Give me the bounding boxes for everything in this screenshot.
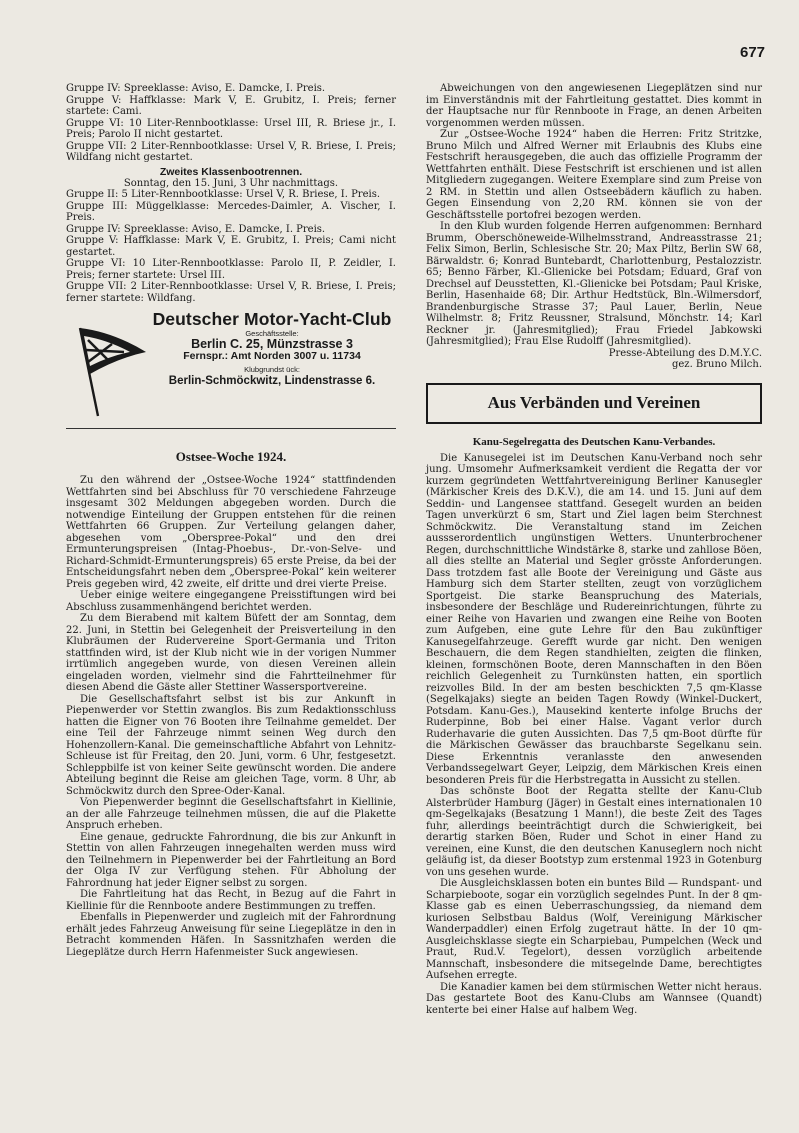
divider <box>66 428 396 429</box>
article-paragraph: Das schönste Boot der Regatta stellte der Kanu-Club Alsterbrüder Hamburg (Jäger) in Gestalt eines internationalen 10 qm-Segelkajaks (Besatzung 1 Mann!), die beste Zeit des Tages fuhr, allerdings beeinträchtigt durch die Schwierigkeit, bei derartig starken Böen, Ruder und Schot in einer Hand zu vereinen, eine Kunst, die den deutschen Kanuseglern noch nicht geläufig ist, da dieser Bootstyp zum erstenmal 1923 in Gotenburg von uns gesehen wurde. <box>426 786 762 878</box>
race-result: Gruppe VI: 10 Liter-Rennbootklasse: Parolo II, P. Zeidler, I. Preis; ferner startete: Ursel III. <box>66 258 396 281</box>
article-paragraph: Die Ausgleichsklassen boten ein buntes Bild — Rundspant- und Scharpieboote, sogar ein vorzüglich segelndes Punt. In der 8 qm-Klasse gab es einen Ueberraschungssieg, da niemand dem kuriosen Selbstbau Baldus (Wolf, Vereinigung Märkischer Wanderpaddler) einen Erfolg zugetraut hätte. In der 10 qm-Ausgleichsklasse siegte ein Scharpiebau, Pumpelchen (Weck und Praut, Rud.V. Tegelort), dessen vorzüglich arbeitende Mannschaft, insbesondere die mitsegelnde Dame, berechtigtes Aufsehen erregte. <box>426 878 762 981</box>
race-result: Gruppe IV: Spreeklasse: Aviso, E. Damcke, I. Preis. <box>66 223 326 235</box>
section-box-title: Aus Verbänden und Vereinen <box>426 383 762 424</box>
race-result: Gruppe V: Haffklasse: Mark V, E. Grubitz, I. Preis; Cami nicht gestartet. <box>66 235 396 258</box>
right-column <box>426 83 762 1016</box>
race-result: Gruppe VI: 10 Liter-Rennbootklasse: Ursel III, R. Briese jr., I. Preis; Parolo II nicht gestartet. <box>66 117 396 140</box>
article-paragraph: Zu dem Bierabend mit kaltem Büfett der am Sonntag, dem 22. Juni, in Stettin bei Gelegenheit der Preisverteilung in den Klubräumen der Rudervereine Sport-Germania und Triton stattfinden wird, ist der Klub nicht wie in der vorigen Nummer irrtümlich angegeben wurde, von diesen Vereinen allein eingeladen worden, vielmehr sind die Fahrtteilnehmer für diesen Abend die Gäste aller Stettiner Wassersportvereine. <box>66 613 396 693</box>
page-number: 677 <box>740 44 766 61</box>
race-result: Gruppe V: Haffklasse: Mark V, E. Grubitz, I. Preis; ferner startete: Cami. <box>66 94 396 117</box>
article-paragraph: Die Gesellschaftsfahrt selbst ist bis zur Ankunft in Piepenwerder vor Stettin zwanglos. Bis zum Redaktionsschluss hatten die Eigner von 76 Booten ihre Teilnahme gemeldet. Der eine Teil der Fahrzeuge nimmt seinen Weg durch den Hohenzollern-Kanal. Die gemeinschaftliche Abfahrt von Lehnitz-Schleuse ist für Freitag, den 20. Juni, vorm. 6 Uhr, festgesetzt. Schleppbilfe ist von keiner Seite gewünscht worden. Die andere Abteilung beginnt die Reise am gleichen Tage, vorm. 8 Uhr, ab Schmöckwitz durch den Spree-Oder-Kanal. <box>66 693 396 797</box>
club-address: Berlin C. 25, Münzstrasse 3 <box>191 337 353 351</box>
race-result: Gruppe II: 5 Liter-Rennbootklasse: Ursel V, R. Briese, I. Preis. <box>66 189 381 200</box>
article-paragraph: Von Piepenwerder beginnt die Gesellschaftsfahrt in Kiellinie, an der alle Fahrzeuge teilnehmen müssen, die auf die Plakette Anspruch erheben. <box>66 797 396 831</box>
club-office-label: Geschäftsstelle: <box>245 328 299 338</box>
article-paragraph: Ueber einige weitere eingegangene Preisstiftungen wird bei Abschluss zusammenhängend berichtet werden. <box>66 590 396 613</box>
kanu-title: Kanu-Segelregatta des Deutschen Kanu-Verbandes. <box>472 435 716 448</box>
article-paragraph: Abweichungen von den angewiesenen Liegeplätzen sind nur im Einverständnis mit der Fahrtleitung gestattet. Dies kommt in der Hauptsache nur für Rennboote in Frage, an denen Arbeiten vorgenommen werden müssen. <box>426 83 762 129</box>
article-paragraph: Die Fahrtleitung hat das Recht, in Bezug auf die Fahrt in Kiellinie für die Rennboote andere Bestimmungen zu treffen. <box>66 889 396 912</box>
race-result: Gruppe VII: 2 Liter-Rennbootklasse: Ursel V, R. Briese, I. Preis; Wildfang nicht gestartet. <box>66 140 396 163</box>
article-paragraph: Zur „Ostsee-Woche 1924“ haben die Herren: Fritz Stritzke, Bruno Milch und Alfred Werner mit Erlaubnis des Klubs eine Festschrift herausgegeben, die auch das offizielle Programm der Wettfahrten enthält. Diese Festschrift ist erschienen und ist allen Mitgliedern zugegangen. Weitere Exemplare sind zum Preise von 2 RM. in Stettin und allen Ostseebädern käuflich zu haben. Gegen Einsendung von 2,20 RM. können sie von der Geschäftsstelle portofrei bezogen werden. <box>426 129 762 221</box>
race-result: Gruppe IV: Spreeklasse: Aviso, E. Damcke, I. Preis. <box>66 83 326 94</box>
race-result: Gruppe VII: 2 Liter-Rennbootklasse: Ursel V, R. Briese, I. Preis; ferner startete: Wildfang. <box>66 281 396 304</box>
article-paragraph: Zu den während der „Ostsee-Woche 1924“ stattfindenden Wettfahrten sind bei Abschluss für 70 verschiedene Fahrzeuge insgesamt 302 Meldungen abgegeben worden. Durch die notwendige Einteilung der Gruppen entstehen für die reinen Wettfahrten 66 Gruppen. Zur Verteilung gelangen daher, abgesehen vom „Oberspree-Pokal“ und den drei Ermunterungspreisen (Intag-Phoebus-, Dr.-von-Selve- und Richard-Schmidt-Ermunterungspreis) 65 erste Preise, da bei der Entscheidungsfahrt neben dem „Oberspree-Pokal“ kein weiterer Preis gegeben wird, 42 zweite, elf dritte und drei vierte Preise. <box>66 475 396 590</box>
article-paragraph: In den Klub wurden folgende Herren aufgenommen: Bernhard Brumm, Oberschöneweide-Wilhelmsstrand, Andreasstrasse 21; Felix Simon, Berlin, Schlesische Str. 20; Max Piltz, Berlin SW 68, Bärwaldstr. 6; Konrad Buntebardt, Charlottenburg, Pestalozzistr. 65; Benno Färber, Kl.-Glienicke bei Potsdam; Eduard, Graf von Drechsel auf Deusstetten, Kl.-Glienicke bei Potsdam; Paul Kriske, Berlin, Hasenhaide 68; Dir. Arthur Hedtstück, Bln.-Wilmersdorf, Brandenburgische Strasse 37; Paul Lauer, Berlin, Neue Wilhelmstr. 8; Fritz Reussner, Stralsund, Mönchstr. 14; Karl Reckner jr. (Jahresmitglied); Frau Friedel Jabkowski (Jahresmitglied); Frau Else Rudolff (Jahresmitglied). <box>426 221 762 347</box>
article-paragraph: Die Kanusegelei ist im Deutschen Kanu-Verband noch sehr jung. Umsomehr Aufmerksamkeit verdient die Regatta der vor kurzem gegründeten Wettfahrtvereinigung Berliner Kanusegler (Märkischer Kreis des D.K.V.), die am 14. und 15. Juni auf dem Seddin- und Langensee stattfand. Gesegelt wurden an beiden Tagen unverkürzt 6 sm, Start und Ziel lagen beim Sterchnest Schmöckwitz. Die Veranstaltung stand im Zeichen aussserordentlich ungünstigen Wetters. Ununterbrochener Regen, durchschnittliche Windstärke 8, starke und zahllose Böen, all dies stellte an Material und Segler grösste Anforderungen. Dass trotzdem fast alle Boote der Vereinigung und Gäste aus Hamburg sich dem Starter stellten, zeugt von vorzüglichem Sportgeist. Die starke Beanspruchung des Materials, insbesondere der Beschläge und Rudereinrichtungen, führte zu einer Reihe von Havarien und zwangen eine Reihe von Booten zum Aufgeben, eine gute Lehre für den Bau zukünftiger Kanusegelfahrzeuge. Gerefft wurde gar nicht. Den wenigen Beschauern, die dem Regen standhielten, zeigten die flinken, kleinen, formschönen Boote, deren Mannschaften in den Böen reichlich Gelegenheit zu Turnkünsten hatten, ein sportlich reizvolles Bild. In der am besten beschickten 7,5 qm-Klasse (Segelkajaks) siegte an beiden Tagen Rowdy (Winkel-Duckert, Potsdam. Kanu-Ges.), Mausekind kenterte infolge Bruchs der Ruderpinne, Bob bei einer Halse. Vagant verlor durch Ruderhavarie die guten Aussichten. Das 7,5 qm-Boot dürfte für die Märkischen Gewässer das brauchbarste Segelkanu sein. Diese Erkenntnis veranlasste den anwesenden Verbandssegelwart Geyer, Leipzig, dem Märkischen Kreis einen besonderen Preis für die Herbstregatta in Aussicht zu stellen. <box>426 452 762 786</box>
club-phone: Fernspr.: Amt Norden 3007 u. 11734 <box>183 349 361 362</box>
club-ground: Berlin-Schmöckwitz, Lindenstrasse 6. <box>168 374 376 387</box>
second-race-date: Sonntag, den 15. Juni, 3 Uhr nachmittags. <box>123 177 339 189</box>
left-column <box>66 83 396 958</box>
signature-line: gez. Bruno Milch. <box>671 359 762 370</box>
club-name: Deutscher Motor-Yacht-Club <box>152 309 392 329</box>
article-paragraph: Die Kanadier kamen bei dem stürmischen Wetter nicht heraus. Das gestartete Boot des Kanu-Clubs am Wannsee (Quandt) kenterte bei einer Halse auf halbem Weg. <box>426 981 762 1016</box>
second-race-heading: Zweites Klassenbootrennen. <box>159 165 303 178</box>
ostsee-title: Ostsee-Woche 1924. <box>175 449 287 464</box>
club-ground-label: Klubgrundst ück: <box>244 365 300 374</box>
signature-line: Presse-Abteilung des D.M.Y.C. <box>608 347 762 359</box>
club-header <box>66 309 396 420</box>
article-paragraph: Eine genaue, gedruckte Fahrordnung, die bis zur Ankunft in Stettin von allen Fahrzeugen innegehalten werden muss wird den Teilnehmern in Piepenwerder bei der Fahrtleitung an Bord der Olga IV zur Verfügung stehen. Für Abholung der Fahrordnung hat jeder Eigner selbst zu sorgen. <box>66 831 396 889</box>
race-result: Gruppe III: Müggelklasse: Mercedes-Daimler, A. Vischer, I. Preis. <box>66 200 396 223</box>
club-pennant-logo <box>68 322 148 418</box>
article-paragraph: Ebenfalls in Piepenwerder und zugleich mit der Fahrordnung erhält jedes Fahrzeug Anweisung für seine Liegeplätze in den in Betracht kommenden Häfen. In Sassnitzhafen werden die Liegeplätze durch Herrn Hafenmeister Suck angewiesen. <box>66 912 396 958</box>
